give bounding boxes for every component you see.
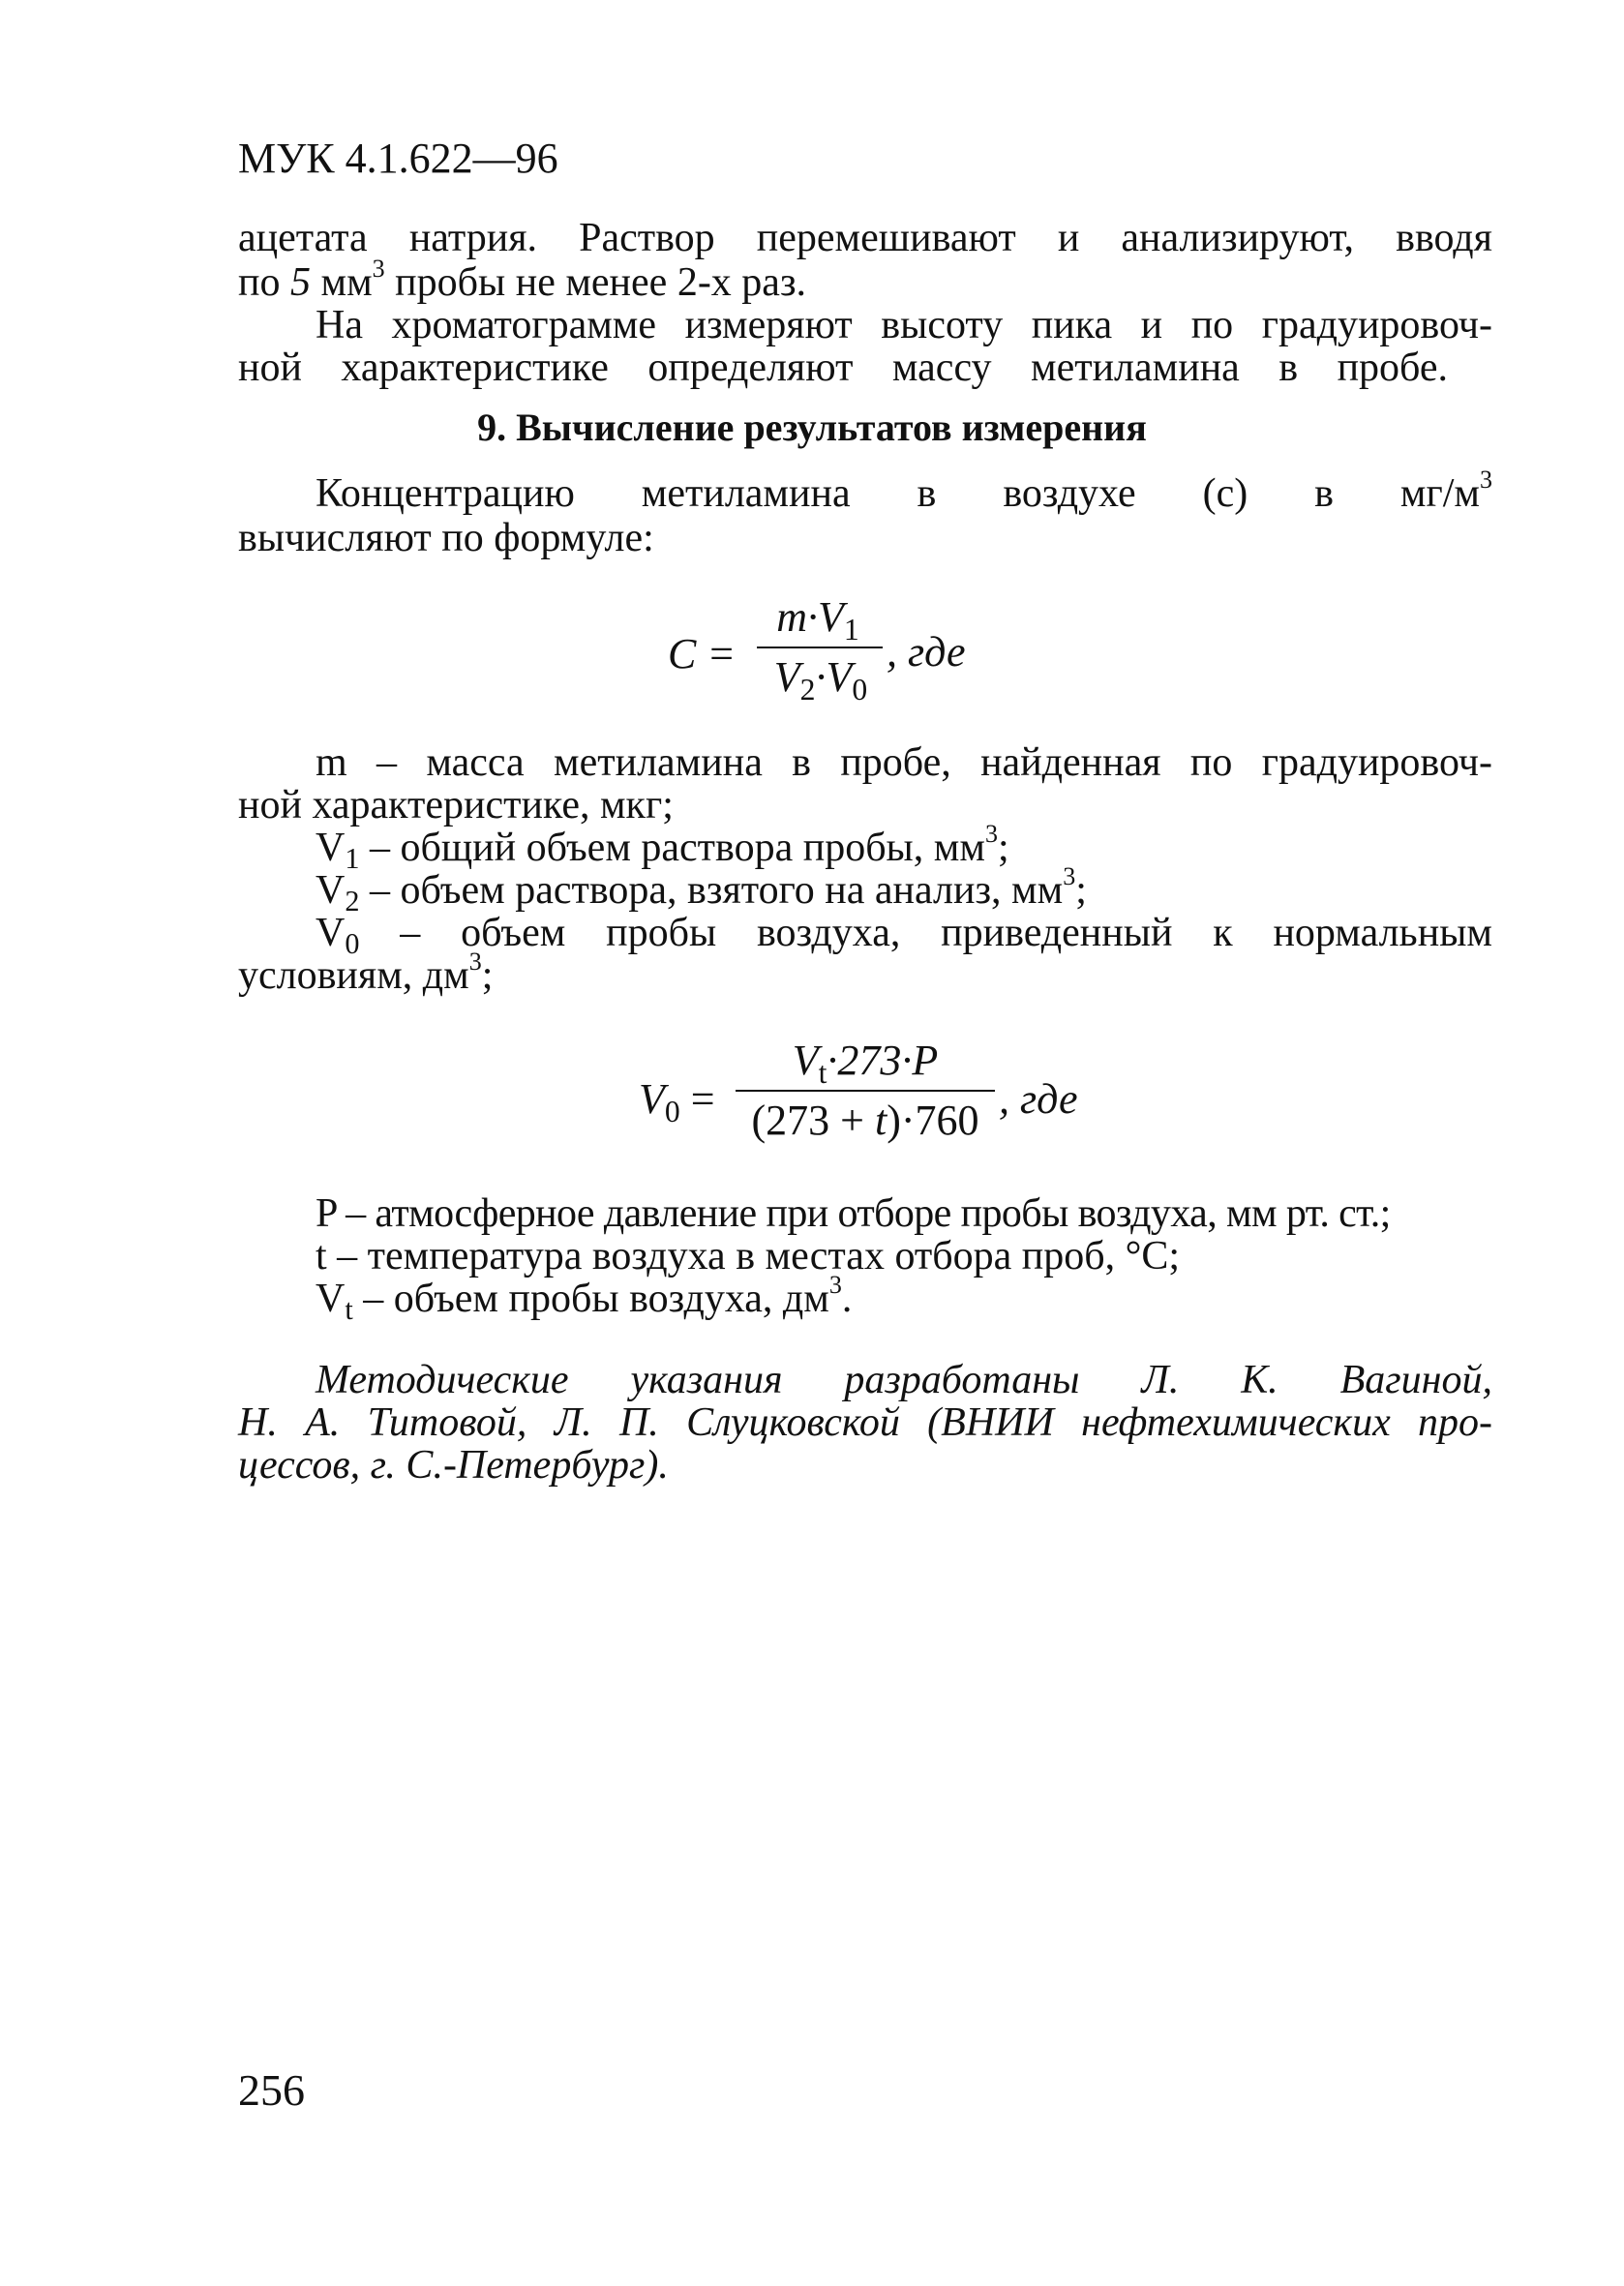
def-v2: $V_2$ – объем раствора, взятого на анализ, $мм^3$;: [316, 862, 1087, 918]
concentration-line-1: Концентрацию метиламина в воздухе (с) в $мг/м^3$: [316, 466, 1492, 516]
formula-concentration: [668, 592, 997, 708]
intro-line-4: ной характеристике определяют массу метиламина в пробе.: [238, 346, 1448, 390]
fraction-bar: [757, 647, 883, 648]
formula-lhs: C =: [668, 630, 737, 677]
credits-line-1: Методические указания разработаны Л. К. Вагиной,: [316, 1358, 1492, 1402]
intro-line-1: ацетата натрия. Раствор перемешивают и анализируют, вводя: [238, 216, 1492, 260]
formula-normal-volume: [639, 1036, 1142, 1161]
concentration-line-2: вычисляют по формуле:: [238, 516, 654, 560]
def-v0-line-1: $V_0$ – объем пробы воздуха, приведенный к нормальным: [316, 911, 1492, 961]
intro-line-2: по 5 $мм^3$ пробы не менее 2-х раз.: [238, 255, 807, 305]
document-code: МУК 4.1.622—96: [238, 135, 558, 182]
section-heading: 9. Вычисление результатов измерения: [477, 406, 1147, 449]
credits-line-3: цессов, г. С.-Петербург).: [238, 1443, 669, 1488]
formula2-numerator: $V_t\cdot 273\cdot P$: [792, 1037, 939, 1090]
def-v0-line-2: условиям, $дм^3$;: [238, 947, 494, 998]
page-number: 256: [238, 2065, 305, 2115]
def-vt: $V_t$ – объем пробы воздуха, $дм^3$.: [316, 1271, 853, 1327]
formula2-suffix: , где: [999, 1075, 1078, 1123]
formula-denominator: $V_2\cdot V_0$: [773, 653, 868, 707]
def-m-line-1: m – масса метиламина в пробе, найденная по градуировоч-: [316, 740, 1492, 785]
formula-suffix: , где: [887, 628, 966, 676]
intro-line-3: На хроматограмме измеряют высоту пика и по градуировоч-: [316, 303, 1492, 347]
formula2-lhs: $V_0$ =: [639, 1075, 715, 1128]
formula2-denominator: (273 + t)·760: [751, 1097, 979, 1144]
def-t: t – температура воздуха в местах отбора проб, °С;: [316, 1234, 1181, 1278]
def-p: P – атмосферное давление при отборе пробы воздуха, мм рт. ст.;: [316, 1191, 1391, 1236]
formula-numerator: $m\cdot V_1$: [776, 593, 859, 647]
def-v1: $V_1$ – общий объем раствора пробы, $мм^3$;: [316, 820, 1009, 876]
credits-line-2: Н. А. Титовой, Л. П. Слуцковской (ВНИИ нефтехимических про-: [238, 1400, 1492, 1445]
def-m-line-2: ной характеристике, мкг;: [238, 783, 674, 827]
fraction-bar-2: [736, 1090, 995, 1092]
